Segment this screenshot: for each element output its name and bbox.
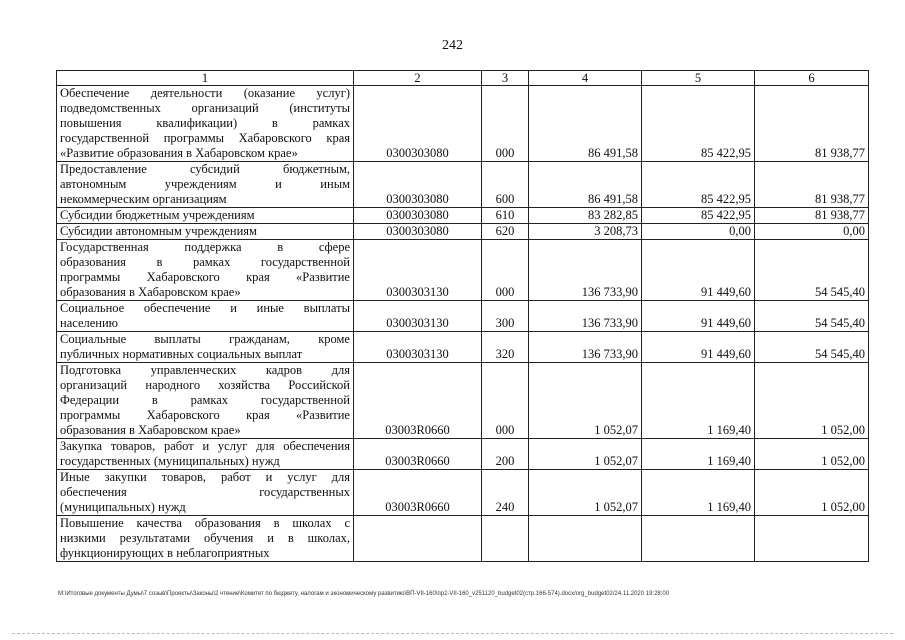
table-header-row [57, 71, 869, 86]
description-line: Предоставление субсидий бюджетным, [60, 162, 350, 176]
budget-table [56, 70, 869, 562]
amount-year3-cell: 81 938,77 [755, 162, 869, 208]
description-line: обеспечения государственных [60, 485, 350, 499]
description-line: повышения квалификации) в рамках [60, 116, 350, 130]
header-cell: 4 [529, 71, 642, 86]
amount-year2-cell: 91 449,60 [642, 240, 755, 301]
row-description [57, 86, 354, 162]
page-edge-rule [12, 633, 893, 634]
description-line: Государственная поддержка в сфере [60, 240, 350, 254]
target-code-cell [354, 516, 482, 562]
amount-year1-cell: 136 733,90 [529, 332, 642, 363]
description-line: Обеспечение деятельности (оказание услуг) [60, 86, 350, 100]
amount-year2-cell: 85 422,95 [642, 208, 755, 224]
target-code-cell: 0300303080 [354, 208, 482, 224]
description-line: Подготовка управленческих кадров для [60, 363, 350, 377]
table-row [57, 224, 869, 240]
table-row [57, 363, 869, 439]
amount-year2-cell: 1 169,40 [642, 470, 755, 516]
description-line: Повышение качества образования в школах с [60, 516, 350, 530]
description-line: автономным учреждениям и иным [60, 177, 350, 191]
table-row [57, 332, 869, 363]
amount-year2-cell: 91 449,60 [642, 301, 755, 332]
description-line: Федерации в рамках государственной [60, 393, 350, 407]
amount-year3-cell: 1 052,00 [755, 363, 869, 439]
description-line: Закупка товаров, работ и услуг для обеспечения [60, 439, 350, 453]
amount-year2-cell [642, 516, 755, 562]
description-line: некоммерческим организациям [60, 192, 227, 206]
amount-year1-cell: 1 052,07 [529, 439, 642, 470]
amount-year3-cell: 54 545,40 [755, 301, 869, 332]
table-row [57, 162, 869, 208]
amount-year1-cell: 83 282,85 [529, 208, 642, 224]
row-description [57, 224, 354, 240]
expense-type-cell: 200 [482, 439, 529, 470]
table-body [57, 71, 869, 562]
description-line: функционирующих в неблагоприятных [60, 546, 270, 560]
amount-year3-cell: 81 938,77 [755, 86, 869, 162]
row-description [57, 363, 354, 439]
row-description [57, 301, 354, 332]
header-cell: 6 [755, 71, 869, 86]
header-cell: 3 [482, 71, 529, 86]
description-line: государственных (муниципальных) нужд [60, 454, 280, 468]
amount-year3-cell: 54 545,40 [755, 240, 869, 301]
target-code-cell: 0300303080 [354, 86, 482, 162]
expense-type-cell: 620 [482, 224, 529, 240]
description-line: образования в Хабаровском крае» [60, 423, 241, 437]
row-description [57, 162, 354, 208]
row-description [57, 240, 354, 301]
description-line: Субсидии бюджетным учреждениям [60, 208, 255, 222]
amount-year1-cell: 136 733,90 [529, 301, 642, 332]
description-line: программы Хабаровского края «Развитие [60, 408, 350, 422]
expense-type-cell: 000 [482, 363, 529, 439]
description-line: (муниципальных) нужд [60, 500, 186, 514]
amount-year1-cell [529, 516, 642, 562]
description-line: населению [60, 316, 118, 330]
target-code-cell: 0300303130 [354, 301, 482, 332]
description-line: Субсидии автономным учреждениям [60, 224, 257, 238]
row-description [57, 332, 354, 363]
amount-year2-cell: 1 169,40 [642, 439, 755, 470]
description-line: подведомственных организаций (институты [60, 101, 350, 115]
table-row [57, 470, 869, 516]
amount-year1-cell: 1 052,07 [529, 470, 642, 516]
amount-year1-cell: 86 491,58 [529, 162, 642, 208]
description-line: программы Хабаровского края «Развитие [60, 270, 350, 284]
description-line: образования в Хабаровском крае» [60, 285, 241, 299]
description-line: публичных нормативных социальных выплат [60, 347, 303, 361]
expense-type-cell: 000 [482, 240, 529, 301]
target-code-cell: 03003R0660 [354, 470, 482, 516]
row-description [57, 439, 354, 470]
description-line: образования в рамках государственной [60, 255, 350, 269]
document-path-footer: M:\Итоговые документы Думы\7 созыв\Проекты\Законы\2 чтение\Комитет по бюджету, налогам и экономическому развитию\ВП-VII-160\пр2-VII-160_v251120_budget02(стр.166-574).docx/org_budget02/24.11.2020 19:28:00 [58, 591, 670, 597]
amount-year2-cell: 1 169,40 [642, 363, 755, 439]
target-code-cell: 03003R0660 [354, 439, 482, 470]
expense-type-cell: 240 [482, 470, 529, 516]
target-code-cell: 03003R0660 [354, 363, 482, 439]
amount-year2-cell: 91 449,60 [642, 332, 755, 363]
amount-year3-cell: 0,00 [755, 224, 869, 240]
table-row [57, 516, 869, 562]
amount-year2-cell: 0,00 [642, 224, 755, 240]
row-description [57, 470, 354, 516]
description-line: «Развитие образования в Хабаровском крае» [60, 146, 298, 160]
amount-year3-cell: 81 938,77 [755, 208, 869, 224]
expense-type-cell: 000 [482, 86, 529, 162]
target-code-cell: 0300303130 [354, 332, 482, 363]
header-cell: 5 [642, 71, 755, 86]
table-row [57, 208, 869, 224]
description-line: низкими результатами обучения и в школах, [60, 531, 350, 545]
amount-year3-cell [755, 516, 869, 562]
header-cell: 2 [354, 71, 482, 86]
amount-year2-cell: 85 422,95 [642, 86, 755, 162]
amount-year2-cell: 85 422,95 [642, 162, 755, 208]
description-line: организаций народного хозяйства Российской [60, 378, 350, 392]
description-line: государственной программы Хабаровского края [60, 131, 350, 145]
expense-type-cell: 300 [482, 301, 529, 332]
expense-type-cell: 600 [482, 162, 529, 208]
description-line: Социальное обеспечение и иные выплаты [60, 301, 350, 315]
amount-year1-cell: 1 052,07 [529, 363, 642, 439]
target-code-cell: 0300303080 [354, 162, 482, 208]
table-row [57, 240, 869, 301]
table-row [57, 86, 869, 162]
expense-type-cell: 320 [482, 332, 529, 363]
amount-year3-cell: 1 052,00 [755, 439, 869, 470]
amount-year1-cell: 136 733,90 [529, 240, 642, 301]
amount-year1-cell: 86 491,58 [529, 86, 642, 162]
amount-year3-cell: 1 052,00 [755, 470, 869, 516]
target-code-cell: 0300303080 [354, 224, 482, 240]
target-code-cell: 0300303130 [354, 240, 482, 301]
row-description [57, 208, 354, 224]
table-row [57, 301, 869, 332]
table-row [57, 439, 869, 470]
header-cell: 1 [57, 71, 354, 86]
expense-type-cell: 610 [482, 208, 529, 224]
amount-year3-cell: 54 545,40 [755, 332, 869, 363]
amount-year1-cell: 3 208,73 [529, 224, 642, 240]
row-description [57, 516, 354, 562]
expense-type-cell [482, 516, 529, 562]
description-line: Иные закупки товаров, работ и услуг для [60, 470, 350, 484]
description-line: Социальные выплаты гражданам, кроме [60, 332, 350, 346]
page-number: 242 [442, 38, 463, 53]
